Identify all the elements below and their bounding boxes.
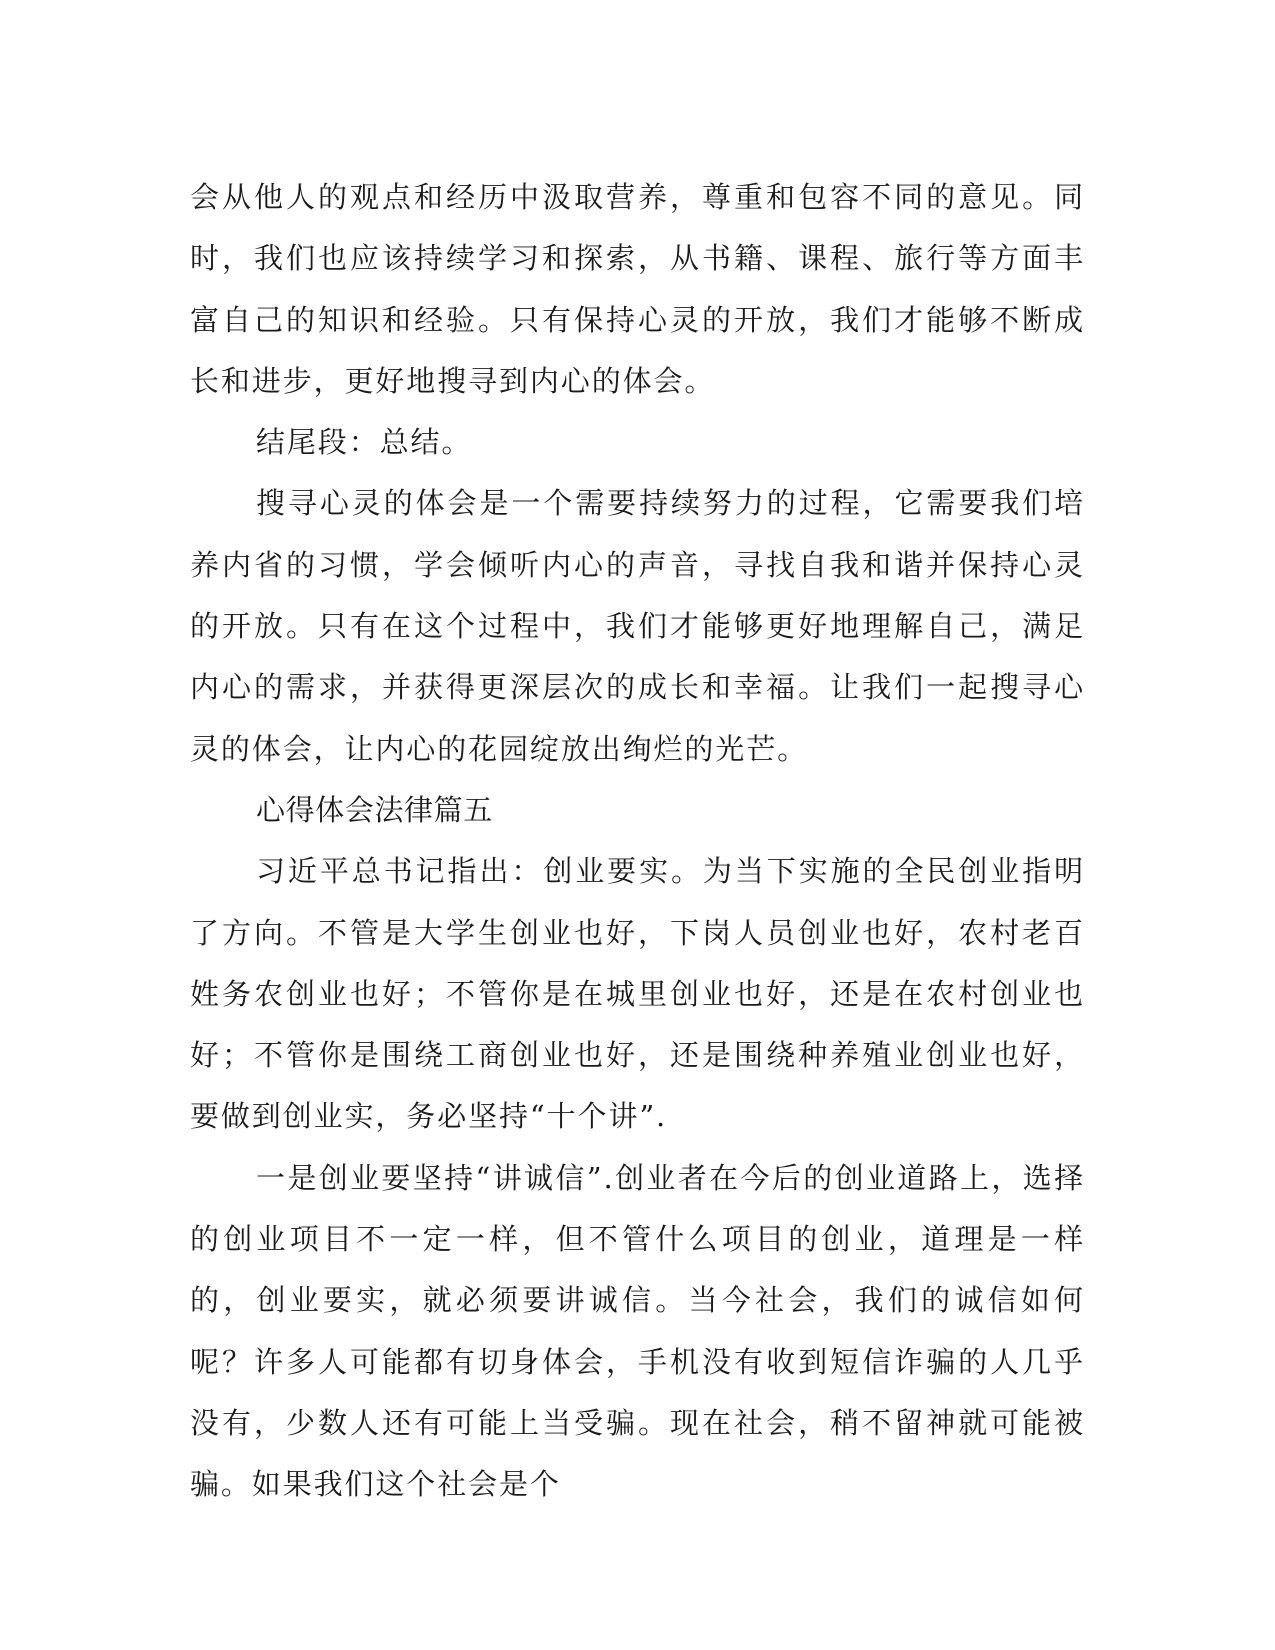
paragraph-conclusion: 搜寻心灵的体会是一个需要持续努力的过程，它需要我们培养内省的习惯，学会倾听内心的声音，寻找自我和谐并保持心灵的开放。只有在这个过程中，我们才能够更好地理解自己，满足内心的需求，并获得更深层次的成长和幸福。让我们一起搜寻心灵的体会，让内心的花园绽放出绚烂的光芒。 (190, 486, 1085, 766)
paragraph-point-one: 一是创业要坚持“讲诚信”.创业者在今后的创业道路上，选择的创业项目不一定一样，但不管什么项目的创业，道理是一样的，创业要实，就必须要讲诚信。当今社会，我们的诚信如何呢？许多人可能都有切身体会，手机没有收到短信诈骗的人几乎没有，少数人还有可能上当受骗。现在社会，稍不留神就可能被骗。如果我们这个社会是个 (190, 1160, 1085, 1502)
paragraph-conclusion-heading: 结尾段：总结。 (256, 425, 473, 460)
paragraph-continuation: 会从他人的观点和经历中汲取营养，尊重和包容不同的意见。同时，我们也应该持续学习和探索，从书籍、课程、旅行等方面丰富自己的知识和经验。只有保持心灵的开放，我们才能够不断成长和进步，更好地搜寻到内心的体会。 (190, 180, 1085, 398)
paragraph-intro: 习近平总书记指出：创业要实。为当下实施的全民创业指明了方向。不管是大学生创业也好，下岗人员创业也好，农村老百姓务农创业也好；不管你是在城里创业也好，还是在农村创业也好；不管你是围绕工商创业也好，还是围绕种养殖业创业也好，要做到创业实，务必坚持“十个讲”. (190, 854, 1085, 1134)
document-body (190, 167, 1085, 1516)
section-heading: 心得体会法律篇五 (256, 792, 493, 827)
